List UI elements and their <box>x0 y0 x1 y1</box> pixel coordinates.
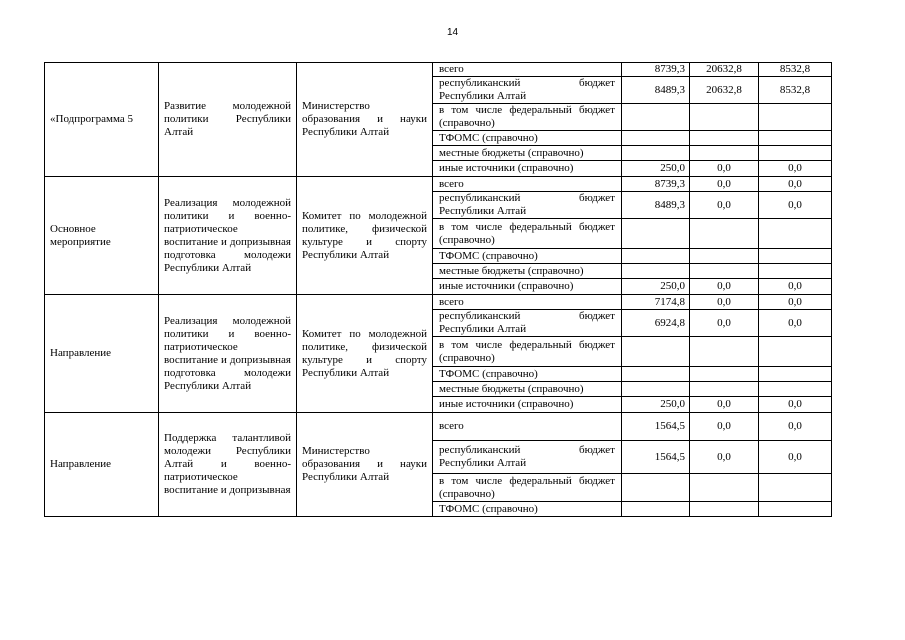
amount-year-2 <box>690 249 759 264</box>
amount-year-1: 8489,3 <box>622 77 690 104</box>
funding-source: всего <box>433 177 622 192</box>
block-executor: Комитет по молодежной политике, физической культуре и спорту Республики Алтай <box>297 177 433 295</box>
amount-year-3 <box>759 264 832 279</box>
funding-source: республиканский бюджет Республики Алтай <box>433 310 622 337</box>
funding-source: иные источники (справочно) <box>433 161 622 177</box>
table-row <box>45 295 832 310</box>
funding-source: в том числе федеральный бюджет (справочно) <box>433 104 622 131</box>
amount-year-3 <box>759 249 832 264</box>
amount-year-1: 8489,3 <box>622 192 690 219</box>
amount-year-3: 0,0 <box>759 279 832 295</box>
amount-year-1: 1564,5 <box>622 413 690 441</box>
amount-year-3: 0,0 <box>759 192 832 219</box>
amount-year-3 <box>759 146 832 161</box>
block-name: Реализация молодежной политики и военно-патриотическое воспитание и допризывная подготовка молодежи Республики Алтай <box>159 177 297 295</box>
amount-year-3: 0,0 <box>759 310 832 337</box>
amount-year-3: 0,0 <box>759 177 832 192</box>
table-row <box>45 413 832 441</box>
block-label: Направление <box>45 295 159 413</box>
amount-year-2 <box>690 474 759 502</box>
amount-year-1: 250,0 <box>622 161 690 177</box>
amount-year-3: 8532,8 <box>759 77 832 104</box>
funding-source: всего <box>433 63 622 77</box>
funding-source: республиканский бюджет Республики Алтай <box>433 192 622 219</box>
amount-year-3 <box>759 367 832 382</box>
amount-year-2: 0,0 <box>690 295 759 310</box>
funding-source: в том числе федеральный бюджет (справочно) <box>433 337 622 367</box>
amount-year-2 <box>690 502 759 517</box>
funding-source: местные бюджеты (справочно) <box>433 382 622 397</box>
block-executor: Комитет по молодежной политике, физической культуре и спорту Республики Алтай <box>297 295 433 413</box>
funding-source: республиканский бюджет Республики Алтай <box>433 77 622 104</box>
amount-year-1 <box>622 219 690 249</box>
amount-year-1: 250,0 <box>622 397 690 413</box>
funding-source: в том числе федеральный бюджет (справочно) <box>433 474 622 502</box>
block-executor: Министерство образования и науки Республики Алтай <box>297 63 433 177</box>
amount-year-3: 0,0 <box>759 413 832 441</box>
amount-year-2 <box>690 131 759 146</box>
amount-year-1: 7174,8 <box>622 295 690 310</box>
block-name: Поддержка талантливой молодежи Республики Алтай и военно-патриотическое воспитание и допризывная <box>159 413 297 517</box>
amount-year-2: 0,0 <box>690 161 759 177</box>
funding-table <box>44 62 832 517</box>
amount-year-1 <box>622 264 690 279</box>
funding-source: местные бюджеты (справочно) <box>433 146 622 161</box>
amount-year-3: 0,0 <box>759 295 832 310</box>
amount-year-1 <box>622 131 690 146</box>
amount-year-1 <box>622 502 690 517</box>
funding-table-body <box>45 63 832 517</box>
amount-year-2 <box>690 264 759 279</box>
funding-source: всего <box>433 295 622 310</box>
amount-year-2: 0,0 <box>690 413 759 441</box>
amount-year-2 <box>690 219 759 249</box>
funding-source: местные бюджеты (справочно) <box>433 264 622 279</box>
block-label: «Подпрограмма 5 <box>45 63 159 177</box>
amount-year-1: 1564,5 <box>622 441 690 474</box>
amount-year-2: 0,0 <box>690 310 759 337</box>
amount-year-2: 0,0 <box>690 397 759 413</box>
amount-year-1 <box>622 249 690 264</box>
amount-year-2 <box>690 382 759 397</box>
funding-source: всего <box>433 413 622 441</box>
amount-year-2 <box>690 146 759 161</box>
amount-year-2: 0,0 <box>690 279 759 295</box>
amount-year-1 <box>622 367 690 382</box>
amount-year-3: 0,0 <box>759 441 832 474</box>
table-row <box>45 63 832 77</box>
amount-year-1: 6924,8 <box>622 310 690 337</box>
funding-source: в том числе федеральный бюджет (справочно) <box>433 219 622 249</box>
funding-source: республиканский бюджет Республики Алтай <box>433 441 622 474</box>
funding-source: ТФОМС (справочно) <box>433 131 622 146</box>
page-number: 14 <box>446 27 459 38</box>
amount-year-2: 0,0 <box>690 441 759 474</box>
amount-year-1 <box>622 104 690 131</box>
amount-year-3 <box>759 104 832 131</box>
amount-year-1: 8739,3 <box>622 63 690 77</box>
amount-year-2 <box>690 104 759 131</box>
funding-source: иные источники (справочно) <box>433 279 622 295</box>
amount-year-1 <box>622 146 690 161</box>
amount-year-1 <box>622 382 690 397</box>
amount-year-1 <box>622 337 690 367</box>
table-row <box>45 177 832 192</box>
amount-year-3 <box>759 131 832 146</box>
amount-year-3 <box>759 337 832 367</box>
amount-year-1: 250,0 <box>622 279 690 295</box>
funding-source: иные источники (справочно) <box>433 397 622 413</box>
amount-year-3 <box>759 502 832 517</box>
funding-source: ТФОМС (справочно) <box>433 249 622 264</box>
block-label: Основное мероприятие <box>45 177 159 295</box>
amount-year-3: 8532,8 <box>759 63 832 77</box>
block-name: Реализация молодежной политики и военно-патриотическое воспитание и допризывная подготовка молодежи Республики Алтай <box>159 295 297 413</box>
amount-year-2: 0,0 <box>690 192 759 219</box>
amount-year-1 <box>622 474 690 502</box>
amount-year-3: 0,0 <box>759 397 832 413</box>
block-label: Направление <box>45 413 159 517</box>
amount-year-3 <box>759 219 832 249</box>
amount-year-3 <box>759 474 832 502</box>
amount-year-2: 20632,8 <box>690 77 759 104</box>
amount-year-2 <box>690 367 759 382</box>
amount-year-1: 8739,3 <box>622 177 690 192</box>
block-name: Развитие молодежной политики Республики Алтай <box>159 63 297 177</box>
amount-year-2 <box>690 337 759 367</box>
funding-source: ТФОМС (справочно) <box>433 502 622 517</box>
amount-year-3 <box>759 382 832 397</box>
amount-year-2: 20632,8 <box>690 63 759 77</box>
funding-source: ТФОМС (справочно) <box>433 367 622 382</box>
amount-year-3: 0,0 <box>759 161 832 177</box>
block-executor: Министерство образования и науки Республики Алтай <box>297 413 433 517</box>
amount-year-2: 0,0 <box>690 177 759 192</box>
